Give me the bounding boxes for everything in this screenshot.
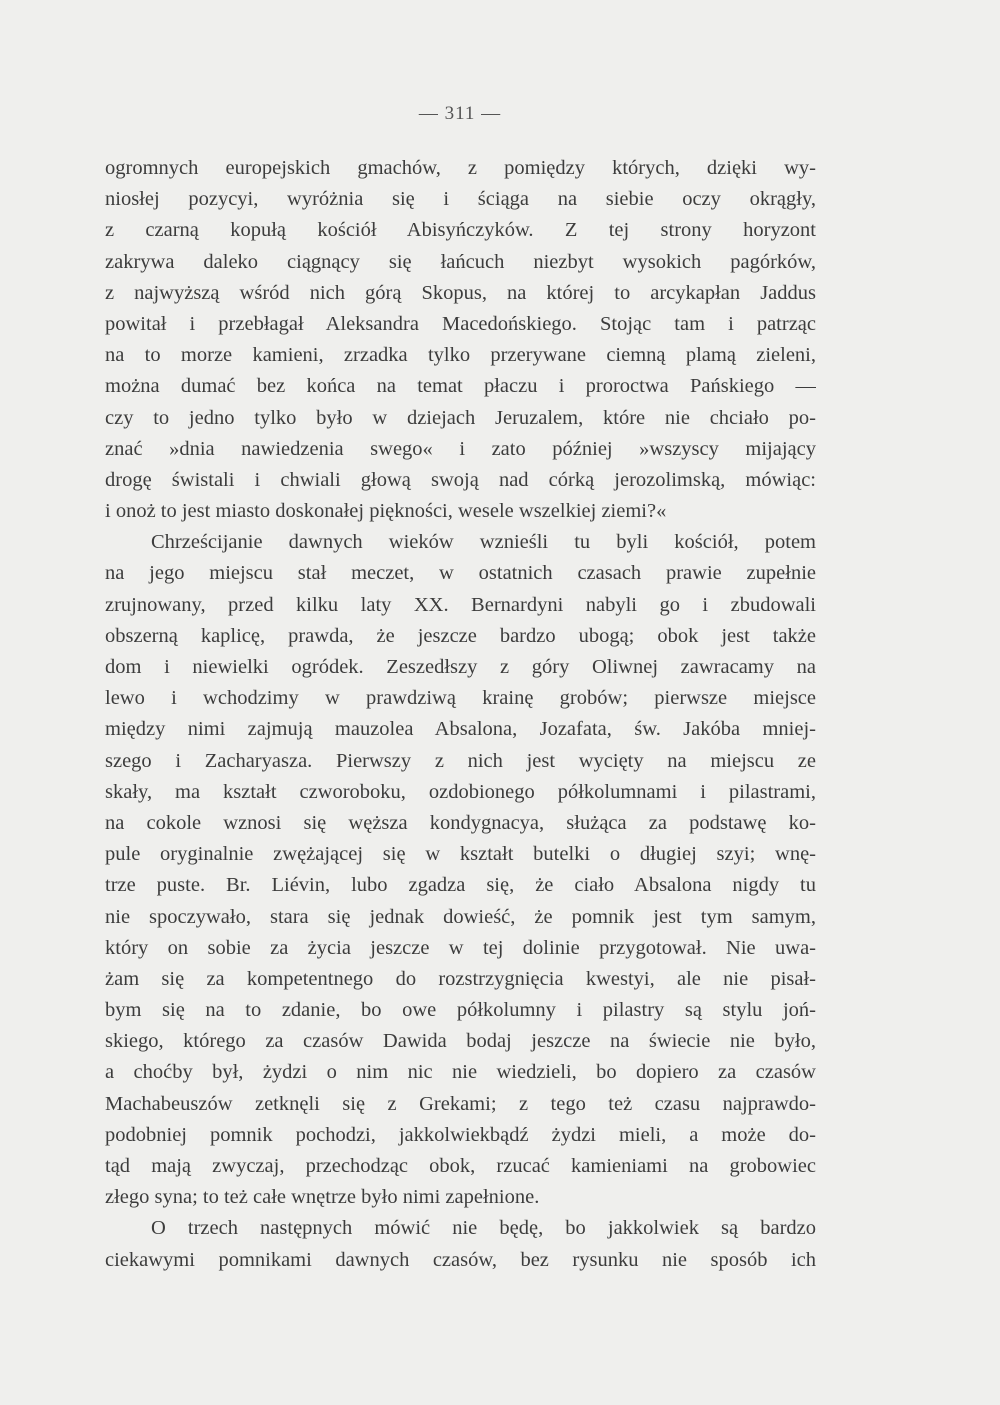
text-line: szego i Zacharyasza. Pierwszy z nich jest wycięty na miejscu ze [105, 749, 816, 772]
text-line: czy to jedno tylko było w dziejach Jeruzalem, które nie chciało po- [105, 406, 816, 429]
text-line: Machabeuszów zetknęli się z Grekami; z tego też czasu najprawdo- [105, 1092, 816, 1115]
text-line: z czarną kopułą kościół Abisyńczyków. Z tej strony horyzont [105, 219, 816, 242]
text-line: na jego miejscu stał meczet, w ostatnich czasach prawie zupełnie [105, 562, 816, 585]
text-line: tąd mają zwyczaj, przechodząc obok, rzucać kamieniami na grobowiec [105, 1155, 816, 1177]
body-text [105, 153, 816, 1276]
text-line: ciekawymi pomnikami dawnych czasów, bez rysunku nie sposób ich [105, 1248, 816, 1271]
text-line: Chrześcijanie dawnych wieków wznieśli tu byli kościół, potem [151, 531, 816, 554]
text-line: bym się na to zdanie, bo owe półkolumny i pilastry są stylu joń- [105, 999, 816, 1022]
text-line: powitał i przebłagał Aleksandra Macedońskiego. Stojąc tam i patrząc [105, 312, 816, 335]
text-line: złego syna; to też całe wnętrze było nimi zapełnione. [105, 1186, 540, 1209]
text-line: skiego, którego za czasów Dawida bodaj jeszcze na świecie nie było, [105, 1030, 816, 1053]
text-line: znać »dnia nawiedzenia swego« i zato później »wszyscy mijający [105, 437, 816, 460]
text-line: na cokole wznosi się węższa kondygnacya, służąca za podstawę ko- [105, 811, 816, 834]
text-line: drogę świstali i chwiali głową swoją nad córką jerozolimską, mówiąc: [105, 468, 816, 491]
text-line: który on sobie za życia jeszcze w tej dolinie przygotował. Nie uwa- [105, 936, 816, 959]
text-line: na to morze kamieni, zrzadka tylko przerywane ciemną plamą zieleni, [105, 344, 816, 367]
text-line: pule oryginalnie zwężającej się w kształt butelki o długiej szyi; wnę- [105, 843, 816, 866]
text-line: O trzech następnych mówić nie będę, bo jakkolwiek są bardzo [151, 1217, 816, 1240]
text-line: skały, ma kształt czworoboku, ozdobionego półkolumnami i pilastrami, [105, 780, 816, 803]
text-line: obszerną kaplicę, prawda, że jeszcze bardzo ubogą; obok jest także [105, 624, 816, 647]
text-line: z najwyższą wśród nich górą Skopus, na której to arcykapłan Jaddus [105, 281, 816, 304]
text-line: dom i niewielki ogródek. Zeszedłszy z góry Oliwnej zawracamy na [105, 656, 816, 678]
text-line: lewo i wchodzimy w prawdziwą krainę grobów; pierwsze miejsce [105, 687, 816, 710]
text-line: zrujnowany, przed kilku laty XX. Bernardyni nabyli go i zbudowali [105, 593, 816, 616]
text-line: zakrywa daleko ciągnący się łańcuch niezbyt wysokich pagórków, [105, 250, 816, 273]
text-line: żam się za kompetentnego do rozstrzygnięcia kwestyi, ale nie pisał- [105, 967, 816, 990]
text-line: można dumać bez końca na temat płaczu i proroctwa Pańskiego — [105, 375, 816, 398]
text-line: nie spoczywało, stara się jednak dowieść, że pomnik jest tym samym, [105, 905, 816, 928]
text-line: i onoż to jest miasto doskonałej piękności, wesele wszelkiej ziemi?« [105, 500, 667, 523]
text-line: podobniej pomnik pochodzi, jakkolwiekbądź żydzi mieli, a może do- [105, 1123, 816, 1146]
text-line: trze puste. Br. Liévin, lubo zgadza się, że ciało Absalona nigdy tu [105, 874, 816, 897]
page-number: — 311 — [418, 103, 502, 124]
text-line: ogromnych europejskich gmachów, z pomiędzy których, dzięki wy- [105, 157, 816, 179]
text-line: a choćby był, żydzi o nim nic nie wiedzieli, bo dopiero za czasów [105, 1061, 816, 1084]
text-line: między nimi zajmują mauzolea Absalona, Jozafata, św. Jakóba mniej- [105, 718, 816, 741]
text-line: niosłej pozycyi, wyróżnia się i ściąga na siebie oczy okrągły, [105, 188, 816, 211]
